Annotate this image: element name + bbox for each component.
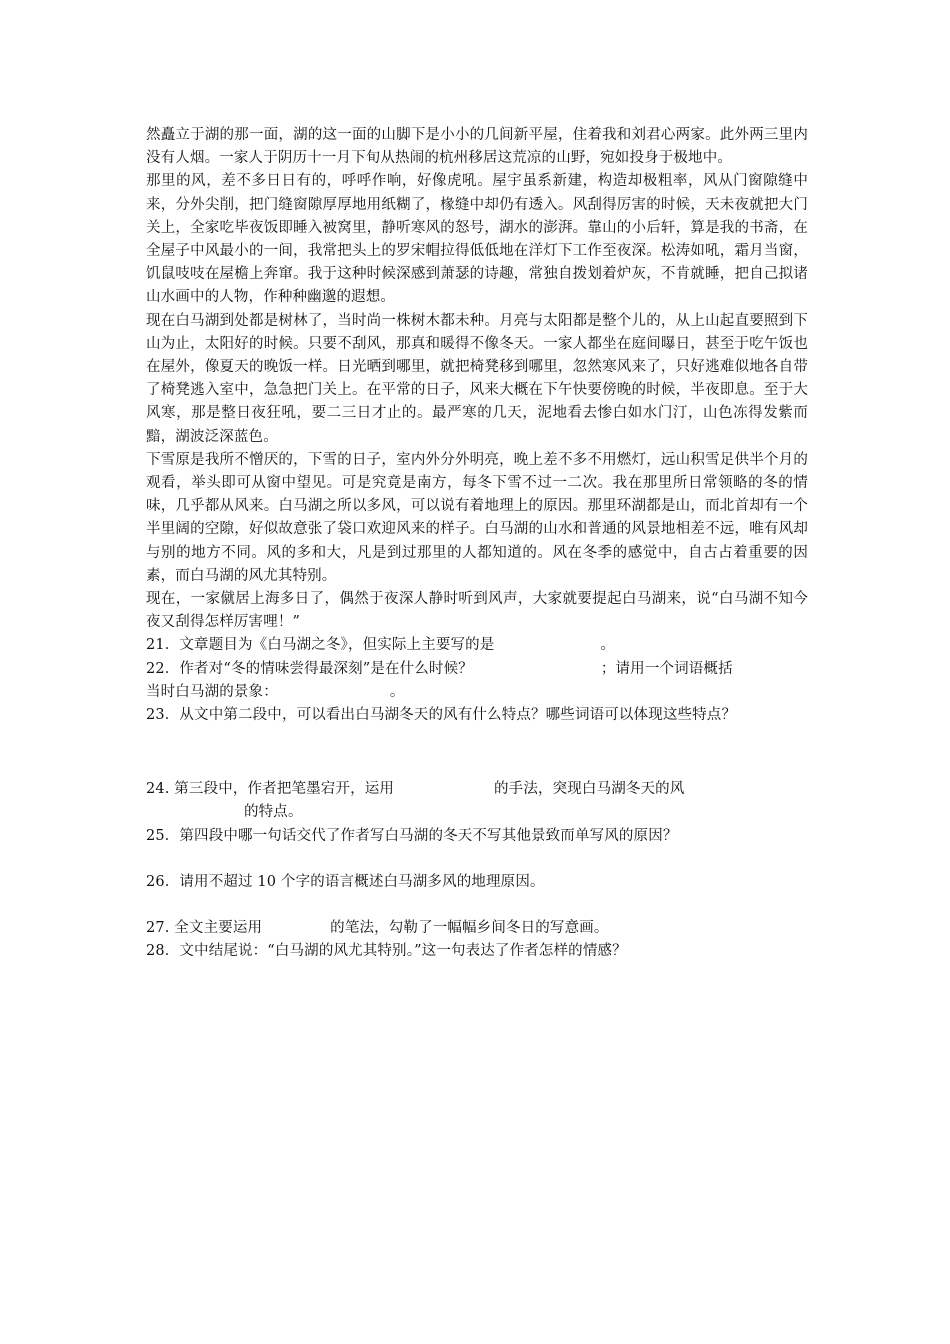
question-26: 26．请用不超过 10 个字的语言概述白马湖多风的地理原因。 — [146, 873, 545, 890]
article-paragraph-1: 然矗立于湖的那一面，湖的这一面的山脚下是小小的几间新平屋，住着我和刘君心两家。此外两三里内没有人烟。一家人于阴历十一月下旬从热闹的杭州移居这荒凉的山野，宛如投身于极地中。 — [146, 127, 808, 167]
question-22-cont: 当时白马湖的景象： 。 — [146, 683, 405, 700]
answer-space-26[interactable] — [146, 894, 808, 917]
answer-space-23b[interactable] — [146, 750, 808, 778]
article-paragraph-3: 现在白马湖到处都是树林了，当时尚一株树木都未种。月亮与太阳都是整个儿的，从上山起直要照到下山为止，太阳好的时候。只要不刮风，那真和暖得不像冬天。一家人都坐在庭间曝日，甚至于吃午饭也在屋外，像夏天的晚饭一样。日光晒到哪里，就把椅凳移到哪里，忽然寒风来了，只好逃难似地各自带了椅凳逃入室中，急急把门关上。在平常的日子，风来大概在下午快要傍晚的时候，半夜即息。至于大风寒，那是整日夜狂吼，要二三日才止的。最严寒的几天，泥地看去惨白如水门汀，山色冻得发紫而黯，湖波泛深蓝色。 — [146, 312, 808, 445]
question-24-cont: 的特点。 — [244, 804, 303, 821]
answer-space-25[interactable] — [146, 848, 808, 871]
document-page — [146, 124, 808, 964]
article-body — [146, 124, 808, 634]
questions-section — [146, 634, 808, 963]
question-24: 24. 第三段中，作者把笔墨宕开，运用 的手法，突现白马湖冬天的风 — [146, 781, 685, 798]
question-27: 27. 全文主要运用 的笔法，勾勒了一幅幅乡间冬日的写意画。 — [146, 920, 609, 937]
article-paragraph-2: 那里的风，差不多日日有的，呼呼作响，好像虎吼。屋宇虽系新建，构造却极粗率，风从门窗隙缝中来，分外尖削，把门缝窗隙厚厚地用纸糊了，椽缝中却仍有透入。风刮得厉害的时候，天未夜就把大门关上，全家吃毕夜饭即睡入被窝里，静听寒风的怒号，湖水的澎湃。靠山的小后轩，算是我的书斋，在全屋子中风最小的一间，我常把头上的罗宋帽拉得低低地在洋灯下工作至夜深。松涛如吼，霜月当窗，饥鼠吱吱在屋檐上奔窜。我于这种时候深感到萧瑟的诗趣，常独自拨划着炉灰，不肯就睡，把自己拟诸山水画中的人物，作种种幽邈的遐想。 — [146, 173, 808, 306]
question-23: 23．从文中第二段中，可以看出白马湖冬天的风有什么特点？哪些词语可以体现这些特点？ — [146, 707, 737, 724]
question-22: 22．作者对“冬的情味尝得最深刻”是在什么时候？ ；请用一个词语概括 — [146, 660, 733, 677]
answer-space-23[interactable] — [146, 727, 808, 750]
question-21: 21．文章题目为《白马湖之冬》，但实际上主要写的是 。 — [146, 637, 616, 654]
article-paragraph-4: 下雪原是我所不憎厌的，下雪的日子，室内外分外明亮，晚上差不多不用燃灯，远山积雪足供半个月的观看，举头即可从窗中望见。可是究竟是南方，每冬下雪不过一二次。我在那里所日常领略的冬的情味，几乎都从风来。白马湖之所以多风，可以说有着地理上的原因。那里环湖都是山，而北首却有一个半里阔的空隙，好似故意张了袋口欢迎风来的样子。白马湖的山水和普通的风景地相差不远，唯有风却与别的地方不同。风的多和大，凡是到过那里的人都知道的。风在冬季的感觉中，自古占着重要的因素，而白马湖的风尤其特别。 — [146, 451, 808, 584]
article-paragraph-5: 现在，一家僦居上海多日了，偶然于夜深人静时听到风声，大家就要提起白马湖来，说“白马湖不知今夜又刮得怎样厉害哩！” — [146, 591, 808, 631]
question-28: 28．文中结尾说：“白马湖的风尤其特别。”这一句表达了作者怎样的情感？ — [146, 943, 627, 960]
question-25: 25．第四段中哪一句话交代了作者写白马湖的冬天不写其他景致而单写风的原因？ — [146, 827, 678, 844]
